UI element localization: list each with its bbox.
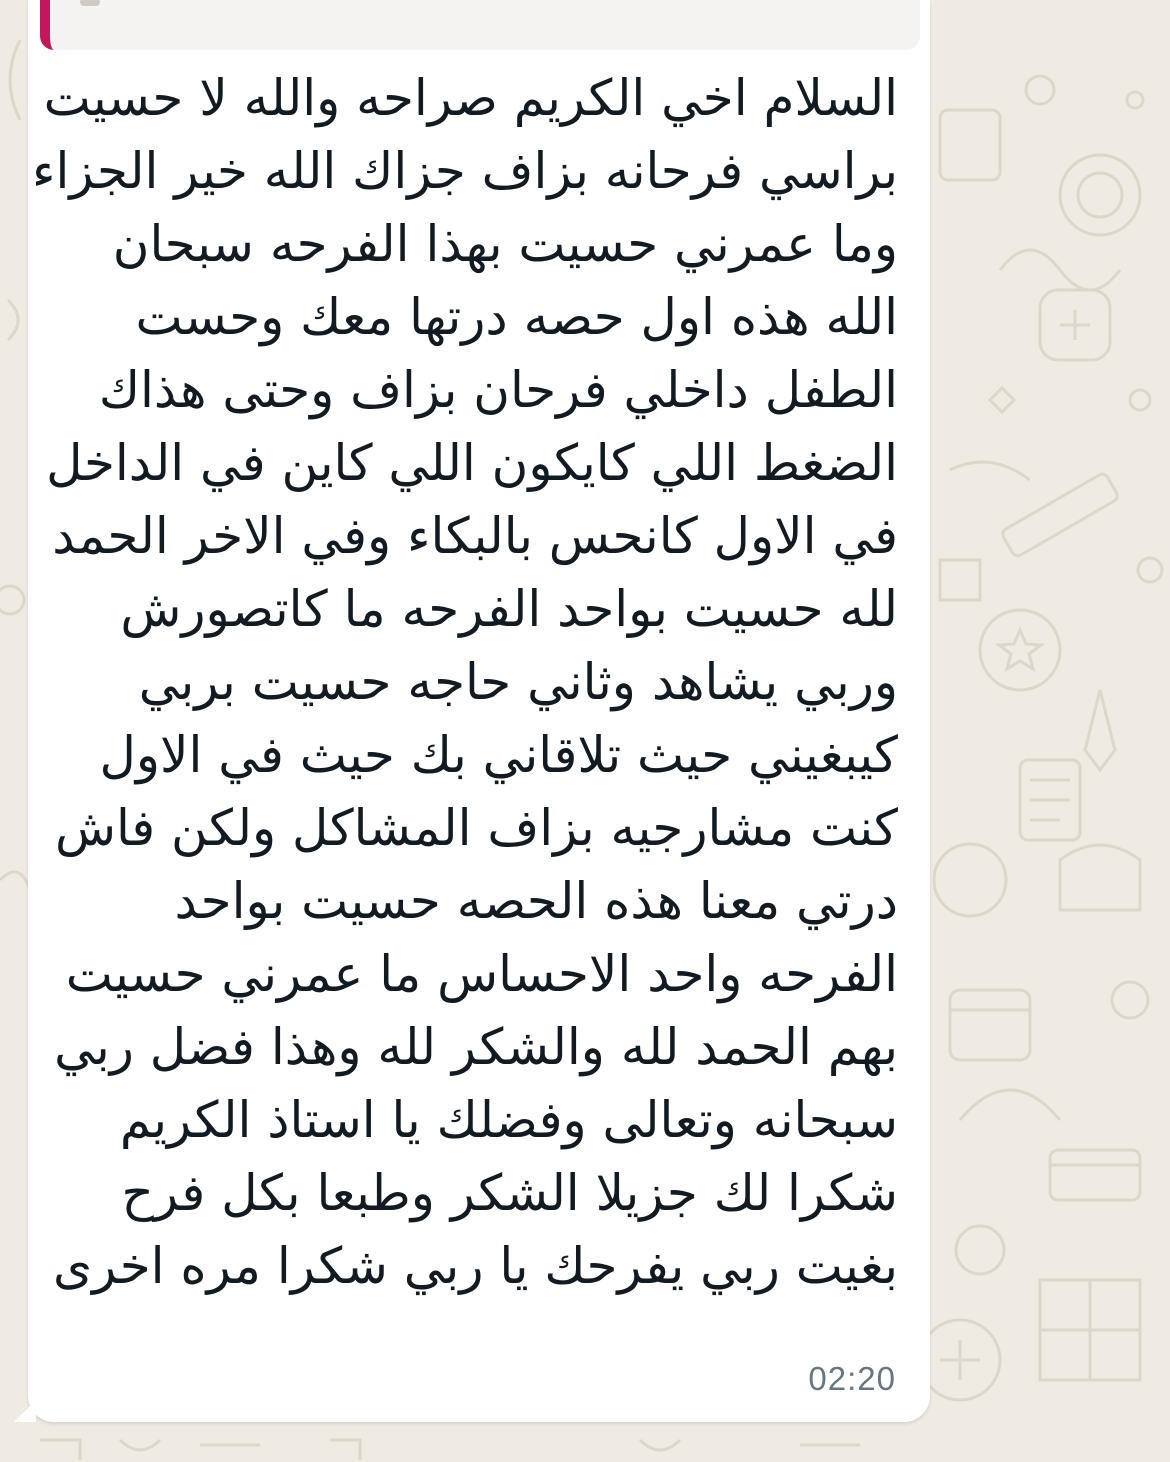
message-line: شكرا لك جزيلا الشكر وطبعا بكل فرح	[121, 1164, 898, 1222]
message-line: بغيت ربي يفرحك يا ربي شكرا مره اخرى	[52, 1237, 898, 1295]
message-timestamp: 02:20	[808, 1360, 896, 1397]
message-line: الفرحه واحد الاحساس ما عمرني حسيت	[65, 945, 898, 1003]
message-line: لله حسيت بواحد الفرحه ما كاتصورش	[120, 580, 898, 638]
message-line: الطفل داخلي فرحان بزاف وحتى هذاك	[98, 361, 898, 419]
message-text	[32, 62, 898, 1303]
message-line: براسي فرحانه بزاف جزاك الله خير الجزاء	[32, 142, 898, 200]
message-line: الله هذه اول حصه درتها معك وحست	[135, 288, 898, 346]
message-line: بهم الحمد لله والشكر لله وهذا فضل ربي	[54, 1018, 898, 1076]
message-line: سبحانه وتعالى وفضلك يا استاذ الكريم	[119, 1091, 898, 1149]
message-line: السلام اخي الكريم صراحه والله لا حسيت	[43, 69, 898, 127]
message-line: كيبغيني حيث تلاقاني بك حيث في الاول	[99, 726, 898, 784]
message-line: الضغط اللي كايكون اللي كاين في الداخل	[46, 434, 898, 492]
quote-icon	[80, 0, 100, 6]
message-line: في الاول كانحس بالبكاء وفي الاخر الحمد	[52, 507, 898, 565]
quoted-reply[interactable]	[40, 0, 920, 50]
message-line: وربي يشاهد وثاني حاجه حسيت بربي	[138, 653, 898, 711]
message-line: وما عمرني حسيت بهذا الفرحه سبحان	[112, 215, 898, 273]
message-line: درتي معنا هذه الحصه حسيت بواحد	[174, 872, 898, 930]
bubble-tail	[14, 1400, 36, 1422]
message-line: كنت مشارجيه بزاف المشاكل ولكن فاش	[54, 799, 898, 857]
message-bubble[interactable]	[28, 0, 930, 1422]
